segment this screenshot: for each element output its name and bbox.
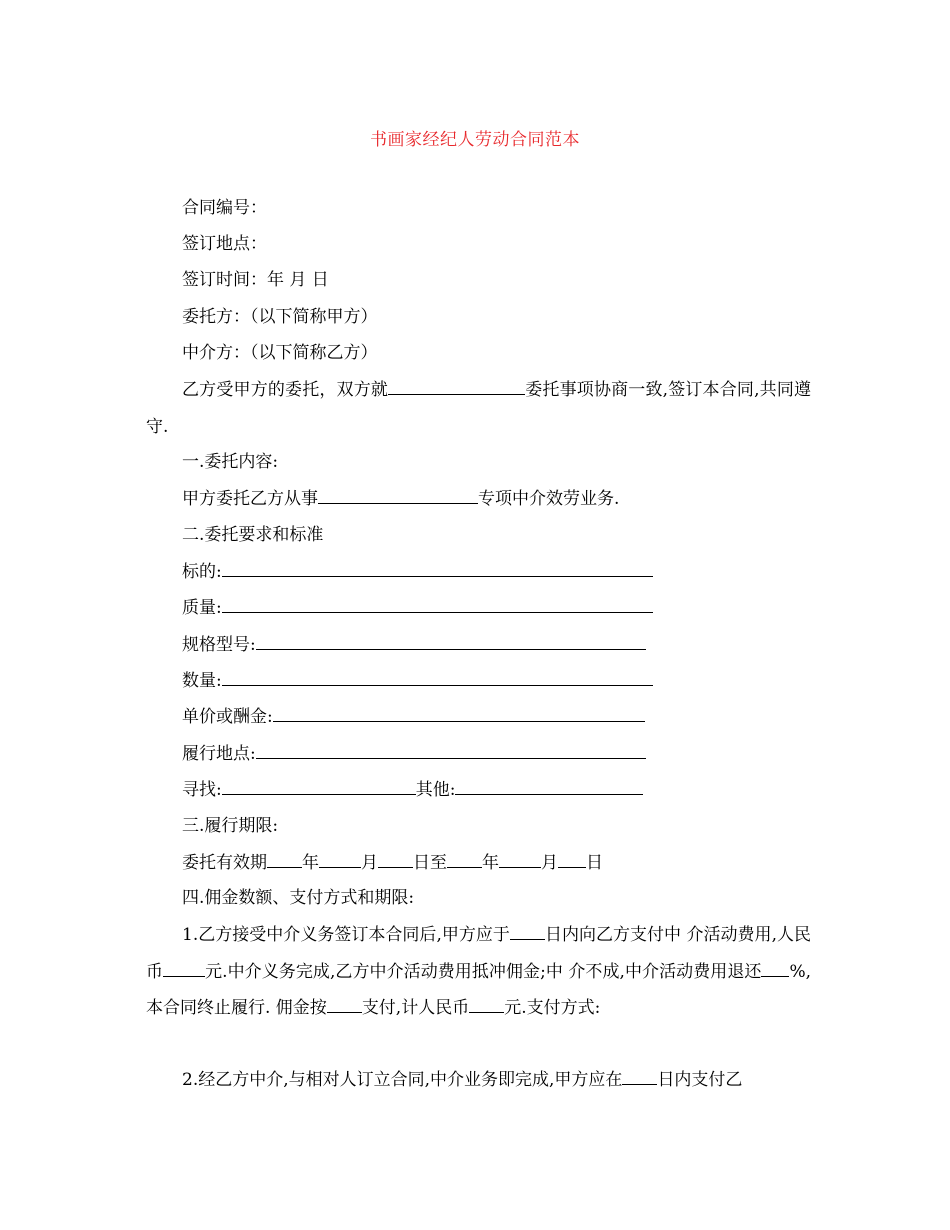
service-blank (318, 486, 478, 504)
start-day-blank (378, 850, 413, 868)
commission-clause-1 (146, 917, 811, 1027)
intro-text-b: 委托事项协商一致,签订本合同,共同遵守. (146, 380, 811, 437)
agent-party-field: 中介方：（以下简称乙方） (182, 343, 378, 363)
clause1-basis-blank (327, 995, 362, 1013)
end-year-blank (447, 850, 482, 868)
sign-time-field (182, 268, 329, 292)
clause1-text-4: %,本合同终止履行. 佣金按 (146, 961, 812, 1018)
contract-number-field: 合同编号： (182, 198, 267, 218)
clause1-fee-blank (163, 959, 205, 977)
subject-blank (222, 559, 653, 577)
quantity-blank (222, 668, 653, 686)
unit-price-blank (273, 704, 645, 722)
quality-blank (222, 595, 653, 613)
clause1-text-3: 元.中介义务完成,乙方中介活动费用抵冲佣金;中 介不成,中介活动费用退还 (205, 961, 762, 982)
subject-field (182, 559, 653, 584)
quality-label: 质量: (182, 598, 222, 618)
clause1-amount-blank (469, 995, 504, 1013)
section1-text-b: 专项中介效劳业务. (478, 489, 620, 509)
start-month-label: 月 (361, 853, 378, 873)
validity-period (182, 850, 603, 875)
section4-heading: 四.佣金数额、支付方式和期限: (182, 888, 415, 908)
place-of-performance-blank (256, 741, 646, 759)
end-month-label: 月 (541, 853, 558, 873)
place-of-performance-label: 履行地点: (182, 744, 256, 764)
commission-clause-2 (146, 1062, 811, 1099)
end-day-blank (558, 850, 586, 868)
subject-label: 标的: (182, 562, 222, 582)
client-party-field: 委托方：（以下简称甲方） (182, 307, 378, 327)
start-day-label: 日至 (413, 853, 447, 873)
intro-text-a: 乙方受甲方的委托，双方就 (182, 380, 389, 400)
spec-model-blank (256, 632, 646, 650)
sign-time-label: 签订时间： (182, 270, 267, 290)
start-month-blank (319, 850, 361, 868)
spec-model-field (182, 632, 646, 657)
section2-heading: 二.委托要求和标准 (182, 525, 324, 545)
intro-paragraph (146, 372, 811, 445)
quality-field (182, 595, 653, 620)
unit-price-label: 单价或酬金: (182, 707, 273, 727)
quantity-field (182, 668, 653, 693)
start-year-blank (267, 850, 302, 868)
clause1-text-5: 支付,计人民币 (361, 998, 470, 1018)
section1-text-a: 甲方委托乙方从事 (182, 489, 318, 509)
clause1-text-1: 1.乙方接受中介义务签订本合同后,甲方应于 (182, 925, 510, 945)
end-year-label: 年 (482, 853, 499, 873)
sign-place-field: 签订地点： (182, 234, 267, 254)
clause2-days-blank (622, 1067, 657, 1085)
sign-time-value: 年 月 日 (267, 270, 329, 290)
end-day-label: 日 (586, 853, 603, 873)
validity-prefix: 委托有效期 (182, 853, 267, 873)
find-label: 寻找: (182, 780, 222, 800)
spec-model-label: 规格型号: (182, 635, 256, 655)
clause2-text-1: 2.经乙方中介,与相对人订立合同,中介业务即完成,甲方应在 (182, 1070, 623, 1090)
find-other-field (182, 777, 643, 802)
section3-heading: 三.履行期限: (182, 816, 279, 836)
clause1-days-blank (510, 922, 545, 940)
unit-price-field (182, 704, 645, 729)
clause1-text-6: 元.支付方式: (504, 998, 601, 1018)
end-month-blank (499, 850, 541, 868)
section1-text (182, 486, 619, 511)
start-year-label: 年 (302, 853, 319, 873)
other-label: 其他: (415, 780, 456, 800)
find-blank (222, 777, 416, 795)
clause2-text-2: 日内支付乙 (657, 1070, 743, 1090)
quantity-label: 数量: (182, 671, 222, 691)
document-title: 书画家经纪人劳动合同范本 (370, 130, 580, 150)
section1-heading: 一.委托内容: (182, 452, 279, 472)
place-of-performance-field (182, 741, 646, 766)
clause1-refund-blank (761, 959, 789, 977)
clause1-text-2: 日内向乙方支付中 介活动费用,人民币 (146, 925, 812, 982)
other-blank (455, 777, 643, 795)
intro-blank (388, 377, 525, 395)
